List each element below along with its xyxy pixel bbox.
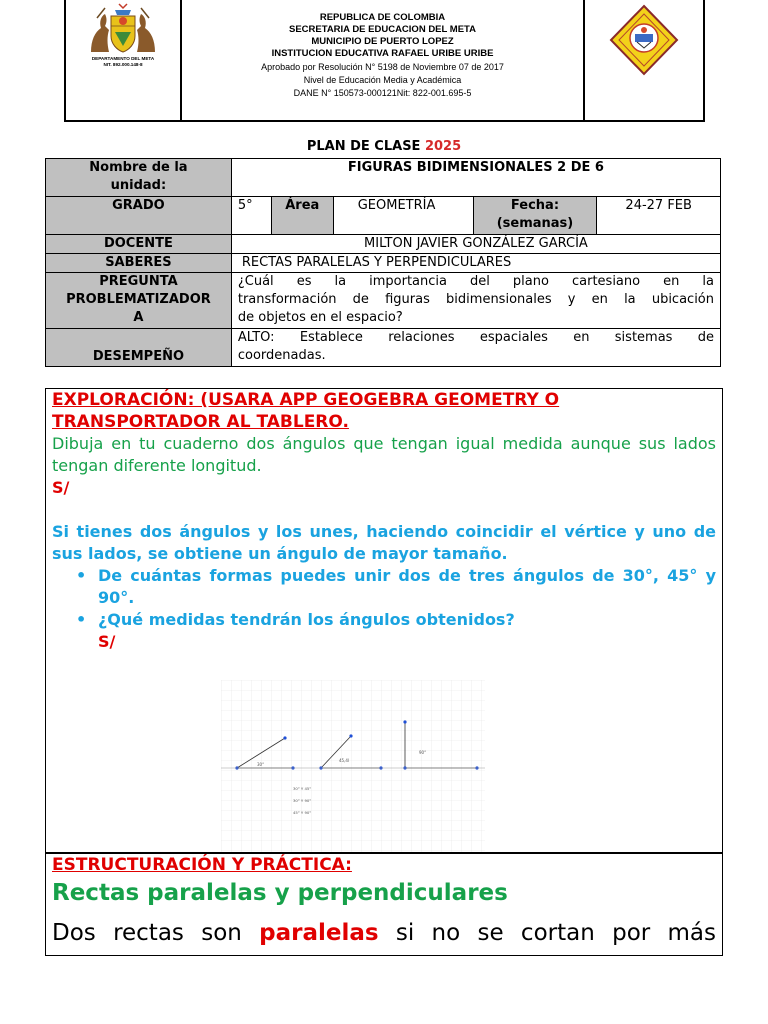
header-line-institution: INSTITUCION EDUCATIVA RAFAEL URIBE URIBE xyxy=(271,48,494,59)
department-name: DEPARTAMENTO DEL META xyxy=(91,56,155,61)
institution-info xyxy=(182,0,583,120)
exploration-title-line-2: TRANSPORTADOR AL TABLERO. xyxy=(52,412,349,432)
svg-text:90°: 90° xyxy=(419,750,427,755)
exploration-title-line-1: EXPLORACIÓN: (USARA APP GEOGEBRA GEOMETRY O xyxy=(52,390,560,410)
question-item: • De cuántas formas puedes unir dos de tres ángulos de 30°, 45° y 90°. xyxy=(76,565,716,609)
svg-text:30°: 30° xyxy=(257,762,265,767)
exploration-instruction: Dibuja en tu cuaderno dos ángulos que tengan igual medida aunque sus lados tengan diferente longitud. xyxy=(52,434,716,475)
structuring-title: ESTRUCTURACIÓN Y PRÁCTICA: xyxy=(52,855,352,875)
knowledge-label: SABERES xyxy=(46,254,232,273)
unit-value: FIGURAS BIDIMENSIONALES 2 DE 6 xyxy=(231,159,720,197)
performance-label: DESEMPEÑO xyxy=(46,329,232,367)
header-line-municipality: MUNICIPIO DE PUERTO LOPEZ xyxy=(311,36,454,47)
department-logo-cell xyxy=(66,0,182,120)
department-nit: NIT. 892.000.148-8 xyxy=(103,62,143,67)
structuring-subtitle: Rectas paralelas y perpendiculares xyxy=(52,880,508,906)
date-value: 24-27 FEB xyxy=(597,197,721,235)
sum-label-3: 45° Y 90° xyxy=(293,810,312,815)
document-header xyxy=(64,0,705,122)
svg-text:45,4l: 45,4l xyxy=(339,758,350,763)
date-label: Fecha: (semanas) xyxy=(473,197,597,235)
performance-value: ALTO: Establece relaciones espaciales en sistemas de coordenadas. xyxy=(231,329,720,367)
answer-placeholder-2: S/ xyxy=(98,632,116,651)
plan-title-year: 2025 xyxy=(424,139,462,154)
school-emblem-icon xyxy=(609,4,679,76)
row-knowledge xyxy=(46,254,721,273)
row-question xyxy=(46,273,721,329)
question-value: ¿Cuál es la importancia del plano cartesiano en la transformación de figuras bidimensionales y en la ubicación de objetos en el espacio? xyxy=(231,273,720,329)
row-teacher xyxy=(46,235,721,254)
grade-value: 5° xyxy=(231,197,271,235)
sum-label-2: 30° Y 90° xyxy=(293,798,312,803)
angle-join-paragraph: Si tienes dos ángulos y los unes, haciendo coincidir el vértice y uno de sus lados, se obtiene un ángulo de mayor tamaño. xyxy=(52,522,716,563)
plan-title-text: PLAN DE CLASE xyxy=(306,139,425,154)
class-info-table xyxy=(45,158,721,367)
header-line-resolution: Aprobado por Resolución N° 5198 de Noviembre 07 de 2017 xyxy=(261,62,504,72)
row-unit xyxy=(46,159,721,197)
header-line-secretary: SECRETARIA DE EDUCACION DEL META xyxy=(288,24,477,35)
header-line-country: REPUBLICA DE COLOMBIA xyxy=(319,12,446,23)
answer-placeholder-1: S/ xyxy=(52,478,70,497)
teacher-value: MILTON JAVIER GONZÁLEZ GARCÍA xyxy=(231,235,720,254)
question-list xyxy=(76,565,716,631)
row-performance xyxy=(46,329,721,367)
plan-title xyxy=(0,139,768,154)
sum-label-1: 30° Y 45° xyxy=(293,786,312,791)
structuring-section xyxy=(45,852,723,956)
meta-coat-of-arms-icon xyxy=(85,2,161,56)
grade-label: GRADO xyxy=(46,197,232,235)
teacher-label: DOCENTE xyxy=(46,235,232,254)
unit-label: Nombre de la unidad: xyxy=(46,159,232,197)
row-grade xyxy=(46,197,721,235)
exploration-section xyxy=(45,388,723,853)
school-logo-cell xyxy=(583,0,703,120)
question-label: PREGUNTA PROBLEMATIZADOR A xyxy=(46,273,232,329)
parallel-definition: Dos rectas son paralelas si no se cortan por más xyxy=(52,920,716,946)
area-label: Área xyxy=(271,197,333,235)
knowledge-value: RECTAS PARALELAS Y PERPENDICULARES xyxy=(231,254,720,273)
geogebra-angles-figure xyxy=(221,680,485,852)
area-value: GEOMETRÍA xyxy=(333,197,473,235)
header-line-level: Nivel de Educación Media y Académica xyxy=(303,75,462,85)
parallel-keyword: paralelas xyxy=(259,920,379,946)
header-line-dane: DANE N° 150573-000121Nit: 822-001.695-5 xyxy=(293,88,472,98)
question-item: • ¿Qué medidas tendrán los ángulos obtenidos? xyxy=(76,609,716,631)
